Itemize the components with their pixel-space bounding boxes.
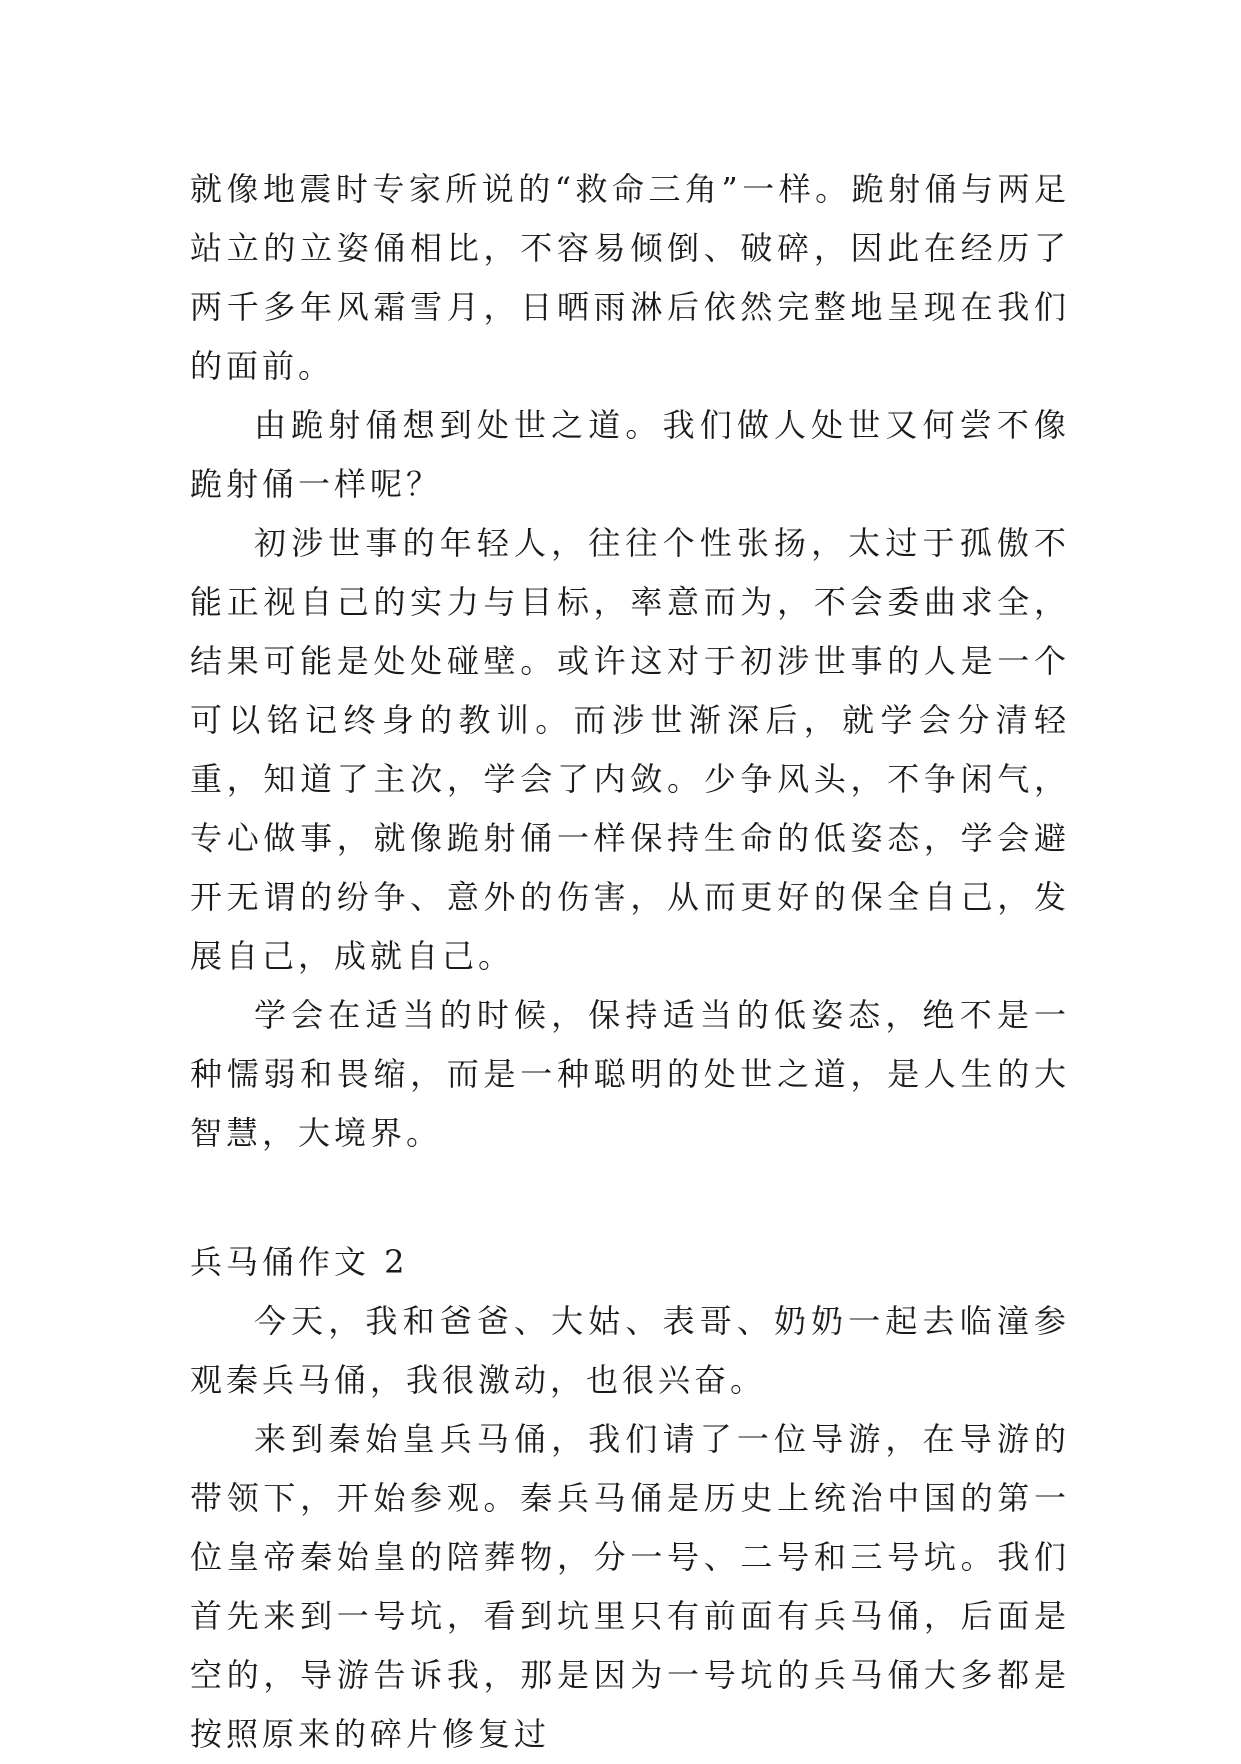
paragraph: 今天，我和爸爸、大姑、表哥、奶奶一起去临潼参观秦兵马俑，我很激动，也很兴奋。 [190, 1302, 1070, 1399]
section-title: 兵马俑作文 2 [190, 1243, 409, 1281]
paragraph: 来到秦始皇兵马俑，我们请了一位导游，在导游的带领下，开始参观。秦兵马俑是历史上统治中国的第一位皇帝秦始皇的陪葬物，分一号、二号和三号坑。我们首先来到一号坑，看到坑里只有前面有兵马俑，后面是空的，导游告诉我，那是因为一号坑的兵马俑大多都是按照原来的碎片修复过 [190, 1420, 1070, 1753]
paragraph: 由跪射俑想到处世之道。我们做人处世又何尝不像跪射俑一样呢？ [190, 406, 1070, 503]
document-body [190, 160, 1070, 1764]
paragraph: 学会在适当的时候，保持适当的低姿态，绝不是一种懦弱和畏缩，而是一种聪明的处世之道，是人生的大智慧，大境界。 [190, 996, 1070, 1152]
paragraph: 初涉世事的年轻人，往往个性张扬，太过于孤傲不能正视自己的实力与目标，率意而为，不会委曲求全，结果可能是处处碰壁。或许这对于初涉世事的人是一个可以铭记终身的教训。而涉世渐深后，就学会分清轻重，知道了主次，学会了内敛。少争风头，不争闲气，专心做事，就像跪射俑一样保持生命的低姿态，学会避开无谓的纷争、意外的伤害，从而更好的保全自己，发展自己，成就自己。 [190, 524, 1070, 975]
paragraph-continuation: 就像地震时专家所说的“救命三角”一样。跪射俑与两足站立的立姿俑相比，不容易倾倒、破碎，因此在经历了两千多年风霜雪月，日晒雨淋后依然完整地呈现在我们的面前。 [190, 170, 1070, 385]
